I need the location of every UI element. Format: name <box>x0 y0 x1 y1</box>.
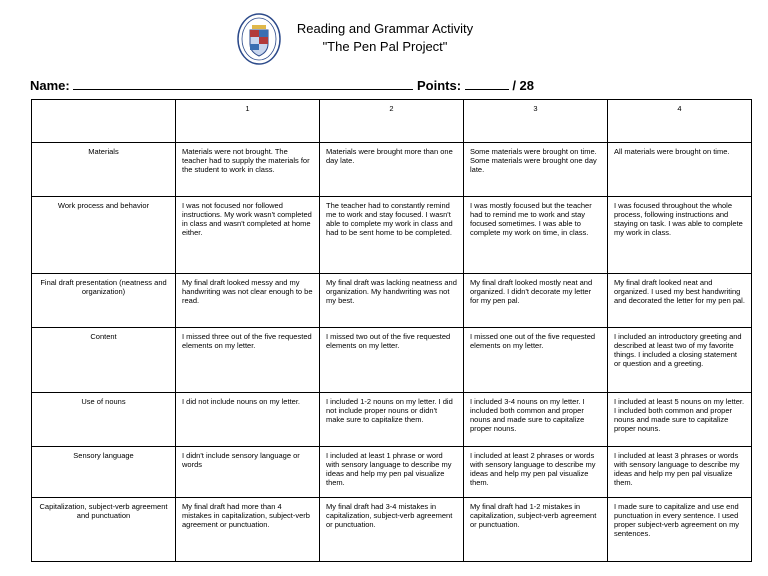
document-subtitle: "The Pen Pal Project" <box>322 39 448 54</box>
table-row <box>32 498 752 562</box>
rubric-cell: I missed three out of the five requested elements on my letter. <box>176 328 320 393</box>
document-header <box>236 8 536 68</box>
rubric-cell: I missed two out of the five requested elements on my letter. <box>320 328 464 393</box>
name-label: Name: <box>30 78 70 93</box>
column-header: 3 <box>464 100 608 143</box>
column-header: 2 <box>320 100 464 143</box>
column-header: 4 <box>608 100 752 143</box>
rubric-cell: I missed one out of the five requested elements on my letter. <box>464 328 608 393</box>
name-points-row <box>30 77 750 93</box>
rubric-cell: My final draft looked neat and organized. I used my best handwriting and decorated the letter for my pen pal. <box>608 274 752 328</box>
rubric-cell: Materials were not brought. The teacher had to supply the materials for the student to work in class. <box>176 143 320 197</box>
table-row <box>32 328 752 393</box>
criterion-cell: Sensory language <box>32 447 176 498</box>
criterion-cell: Work process and behavior <box>32 197 176 274</box>
rubric-cell: I made sure to capitalize and use end punctuation in every sentence. I used proper subject-verb agreement on my sentences. <box>608 498 752 562</box>
rubric-cell: My final draft had more than 4 mistakes in capitalization, subject-verb agreement or punctuation. <box>176 498 320 562</box>
rubric-cell: I included at least 1 phrase or word with sensory language to describe my ideas and help my pen pal visualize them. <box>320 447 464 498</box>
rubric-cell: I didn't include sensory language or words <box>176 447 320 498</box>
rubric-cell: My final draft looked messy and my handwriting was not clear enough to be read. <box>176 274 320 328</box>
rubric-cell: I included an introductory greeting and described at least two of my favorite things. I included a closing statement or question and a greeting. <box>608 328 752 393</box>
rubric-cell: I included at least 2 phrases or words with sensory language to describe my ideas and help my pen pal visualize them. <box>464 447 608 498</box>
table-row <box>32 197 752 274</box>
rubric-cell: I included at least 3 phrases or words with sensory language to describe my ideas and help my pen pal visualize them. <box>608 447 752 498</box>
rubric-cell: I was not focused nor followed instructions. My work wasn't completed in class and wasn't completed at home either. <box>176 197 320 274</box>
points-field[interactable] <box>465 77 509 90</box>
criterion-cell: Use of nouns <box>32 393 176 447</box>
rubric-cell: I did not include nouns on my letter. <box>176 393 320 447</box>
criterion-cell: Final draft presentation (neatness and organization) <box>32 274 176 328</box>
rubric-cell: Materials were brought more than one day late. <box>320 143 464 197</box>
rubric-cell: I included at least 5 nouns on my letter. I included both common and proper nouns and made sure to capitalize proper nouns. <box>608 393 752 447</box>
rubric-cell: Some materials were brought on time. Some materials were brought one day late. <box>464 143 608 197</box>
rubric-cell: I included 1-2 nouns on my letter. I did not include proper nouns or didn't make sure to capitalize them. <box>320 393 464 447</box>
school-crest-icon <box>236 12 282 66</box>
table-row <box>32 274 752 328</box>
rubric-table <box>31 99 752 562</box>
table-row <box>32 393 752 447</box>
document-title: Reading and Grammar Activity <box>296 21 474 36</box>
points-total: / 28 <box>512 78 534 93</box>
rubric-cell: My final draft had 1-2 mistakes in capitalization, subject-verb agreement or punctuation. <box>464 498 608 562</box>
points-label: Points: <box>417 78 462 93</box>
column-header <box>32 100 176 143</box>
table-row <box>32 447 752 498</box>
rubric-cell: I was focused throughout the whole process, following instructions and staying on task. I was able to complete my work in class. <box>608 197 752 274</box>
criterion-cell: Capitalization, subject-verb agreement and punctuation <box>32 498 176 562</box>
table-header-row <box>32 100 752 143</box>
rubric-cell: The teacher had to constantly remind me to work and stay focused. I wasn't able to complete my work in class and had to be sent home to be completed. <box>320 197 464 274</box>
rubric-cell: I was mostly focused but the teacher had to remind me to work and stay focused sometimes. I was able to complete my work on time, in class. <box>464 197 608 274</box>
rubric-cell: My final draft had 3-4 mistakes in capitalization, subject-verb agreement or punctuation. <box>320 498 464 562</box>
criterion-cell: Materials <box>32 143 176 197</box>
name-field[interactable] <box>73 77 413 90</box>
rubric-cell: My final draft was lacking neatness and organization. My handwriting was not my best. <box>320 274 464 328</box>
criterion-cell: Content <box>32 328 176 393</box>
rubric-cell: I included 3-4 nouns on my letter. I included both common and proper nouns and made sure to capitalize proper nouns. <box>464 393 608 447</box>
column-header: 1 <box>176 100 320 143</box>
rubric-cell: My final draft looked mostly neat and organized. I didn't decorate my letter for my pen pal. <box>464 274 608 328</box>
table-row <box>32 143 752 197</box>
rubric-cell: All materials were brought on time. <box>608 143 752 197</box>
